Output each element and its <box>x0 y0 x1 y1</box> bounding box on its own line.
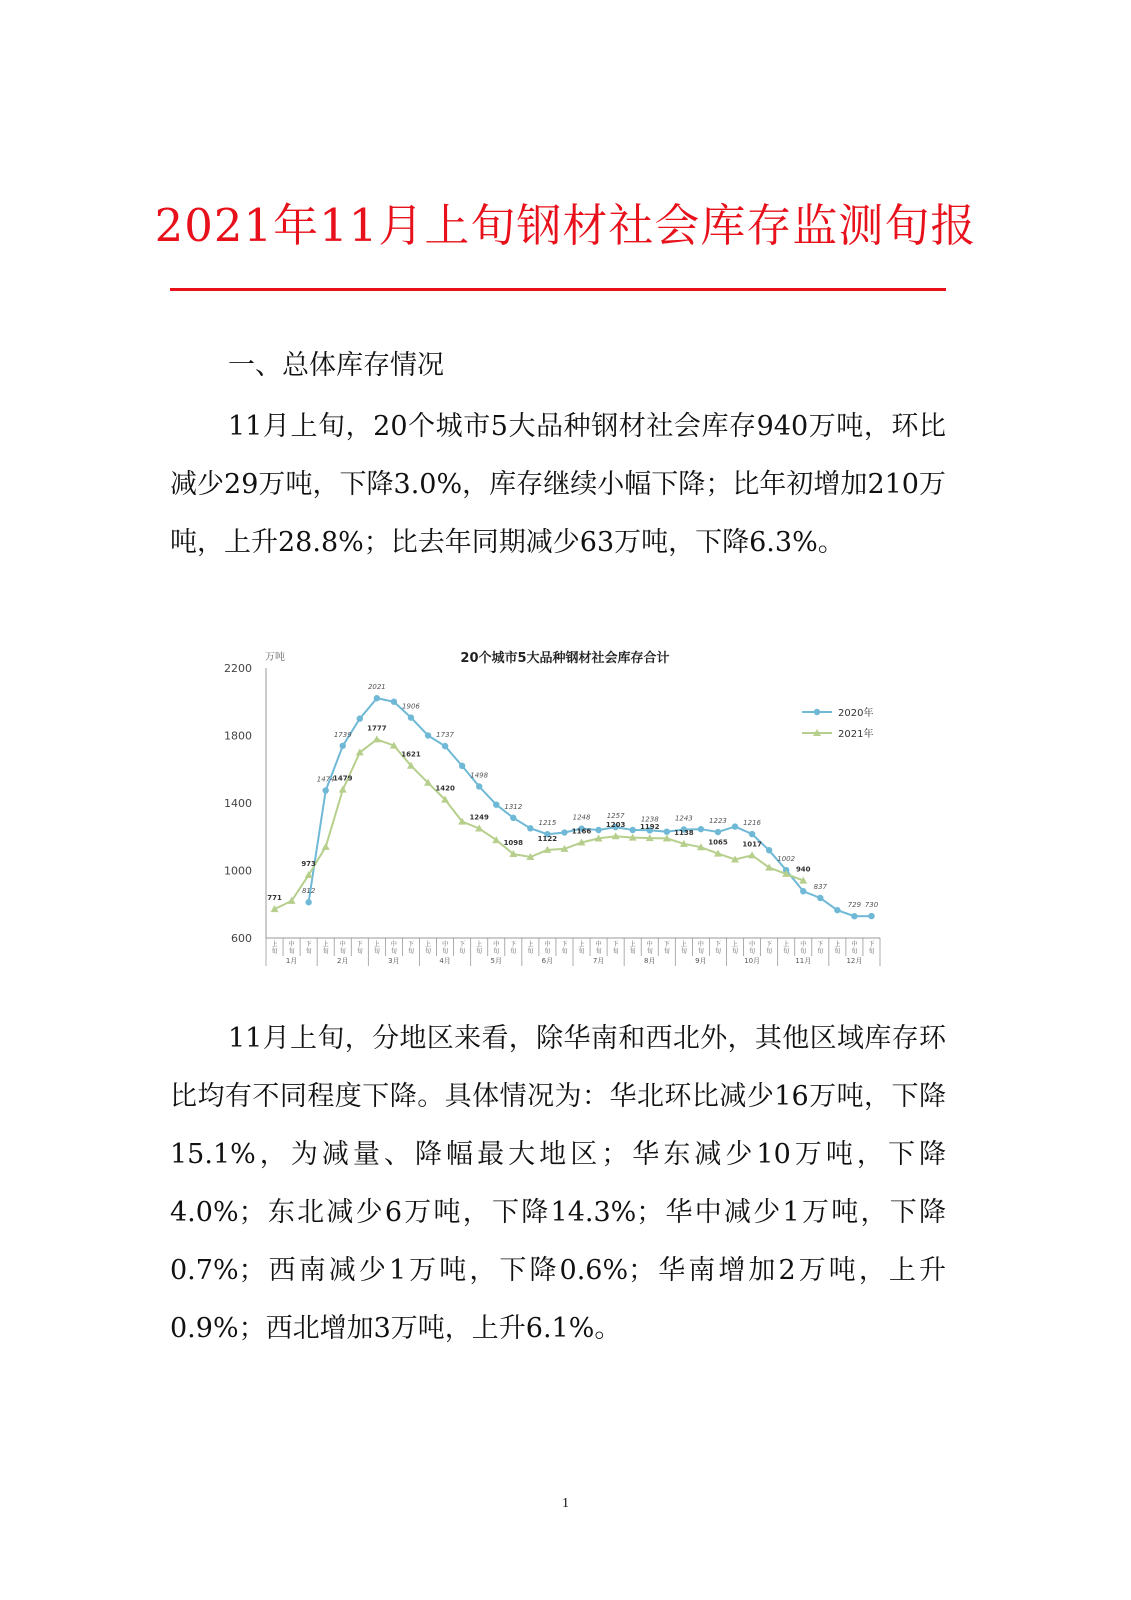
data-point-2020 <box>834 907 840 913</box>
x-tick-label: 中旬 <box>697 941 704 955</box>
data-point-2020 <box>595 827 601 833</box>
x-tick-label: 中旬 <box>544 941 551 955</box>
data-label-2021: 1065 <box>708 838 728 847</box>
x-tick-label: 上旬 <box>732 941 739 955</box>
x-tick-label: 下旬 <box>407 941 414 955</box>
data-label-2020: 1474 <box>316 775 335 784</box>
regional-paragraph: 11月上旬，分地区来看，除华南和西北外，其他区域库存环比均有不同程度下降。具体情况为：华北环比减少16万吨，下降15.1%，为减量、降幅最大地区；华东减少10万吨，下降4.0%；东北减少6万吨，下降14.3%；华中减少1万吨，下降0.7%；西南减少1万吨，下降0.6%；华南增加2万吨，上升0.9%；西北增加3万吨，上升6.1%。 <box>170 1023 946 1344</box>
x-month-label: 4月 <box>439 957 451 965</box>
x-tick-label: 下旬 <box>766 941 773 955</box>
data-point-2020 <box>459 763 465 769</box>
x-tick-label: 下旬 <box>356 941 363 955</box>
data-label-2020: 1906 <box>402 702 420 711</box>
x-month-label: 1月 <box>285 957 298 965</box>
data-label-2020: 1243 <box>674 814 693 823</box>
x-month-label: 3月 <box>388 957 400 965</box>
y-tick-label: 1400 <box>224 797 252 810</box>
x-tick-label: 上旬 <box>425 941 432 955</box>
data-label-2020: 1312 <box>504 802 523 811</box>
legend-label: 2021年 <box>838 729 874 740</box>
x-month-label: 9月 <box>695 957 707 965</box>
data-point-2020 <box>749 831 755 837</box>
data-point-2020 <box>476 783 482 789</box>
data-label-2021: 1166 <box>571 827 592 836</box>
y-tick-label: 1000 <box>224 864 252 878</box>
legend-marker <box>814 709 820 715</box>
data-point-2020 <box>800 888 806 894</box>
x-tick-label: 上旬 <box>322 941 329 955</box>
x-tick-label: 下旬 <box>305 941 312 955</box>
x-month-label: 10月 <box>744 957 761 965</box>
x-tick-label: 中旬 <box>749 941 756 955</box>
data-point-2020 <box>425 732 431 738</box>
inventory-chart <box>220 640 900 980</box>
data-point-2020 <box>442 743 448 749</box>
x-tick-label: 上旬 <box>578 941 585 955</box>
data-label-2021: 1777 <box>367 724 387 733</box>
x-tick-label: 中旬 <box>442 941 449 955</box>
x-tick-label: 上旬 <box>271 941 278 955</box>
data-label-2021: 1249 <box>469 813 489 822</box>
inventory-line-chart <box>220 640 900 980</box>
data-point-2020 <box>374 695 380 701</box>
data-label-2021: 1138 <box>674 828 694 837</box>
data-label-2020: 1002 <box>777 855 796 864</box>
x-month-label: 7月 <box>592 957 605 965</box>
x-tick-label: 上旬 <box>834 941 841 955</box>
x-tick-label: 中旬 <box>390 941 397 955</box>
data-label-2020: 1248 <box>572 813 591 822</box>
x-month-label: 12月 <box>846 957 863 965</box>
x-tick-label: 中旬 <box>493 941 500 955</box>
data-point-2021 <box>339 786 347 793</box>
data-label-2020: 729 <box>847 901 862 910</box>
x-tick-label: 上旬 <box>629 941 636 955</box>
chart-title: 20个城市5大品种钢材社会库存合计 <box>460 651 670 666</box>
y-tick-label: 600 <box>231 932 252 945</box>
x-tick-label: 下旬 <box>714 941 721 955</box>
x-tick-label: 下旬 <box>561 941 568 955</box>
data-point-2021 <box>322 843 330 850</box>
legend-label: 2020年 <box>838 708 874 719</box>
summary-paragraph: 11月上旬，20个城市5大品种钢材社会库存940万吨，环比减少29万吨，下降3.0%，库存继续小幅下降；比年初增加210万吨，上升28.8%；比去年同期减少63万吨，下降6.3%。 <box>170 411 946 558</box>
data-label-2021: 1203 <box>605 821 626 830</box>
x-tick-label: 中旬 <box>800 941 807 955</box>
data-label-2021: 1192 <box>640 823 660 832</box>
data-point-2020 <box>357 715 363 721</box>
title-underline <box>170 288 946 291</box>
data-point-2020 <box>493 801 499 807</box>
data-label-2020: 1216 <box>743 819 761 828</box>
x-tick-label: 下旬 <box>817 941 824 955</box>
data-point-2020 <box>391 699 397 705</box>
x-tick-label: 下旬 <box>663 941 670 955</box>
x-tick-label: 下旬 <box>510 941 517 955</box>
data-label-2021: 1122 <box>537 834 558 843</box>
data-label-2021: 1420 <box>435 784 455 793</box>
data-point-2020 <box>408 714 414 720</box>
data-point-2020 <box>305 899 311 905</box>
report-title: 2021年11月上旬钢材社会库存监测旬报 <box>154 199 977 252</box>
x-tick-label: 中旬 <box>595 941 602 955</box>
x-month-label: 8月 <box>644 957 656 965</box>
data-label-2021: 1098 <box>503 838 524 847</box>
data-point-2020 <box>664 828 670 834</box>
data-label-2020: 730 <box>864 901 879 910</box>
x-tick-label: 中旬 <box>339 941 346 955</box>
x-tick-label: 下旬 <box>459 941 466 955</box>
section-heading: 一、总体库存情况 <box>228 350 444 381</box>
data-label-2020: 837 <box>813 883 827 892</box>
x-tick-label: 中旬 <box>646 941 653 955</box>
data-label-2021: 973 <box>301 860 316 869</box>
x-month-label: 11月 <box>795 957 812 965</box>
data-label-2020: 1215 <box>538 819 557 828</box>
data-label-2020: 1737 <box>436 731 454 740</box>
data-point-2020 <box>561 829 567 835</box>
y-tick-label: 1800 <box>224 729 252 743</box>
x-tick-label: 上旬 <box>527 941 534 955</box>
data-label-2020: 1238 <box>640 815 659 824</box>
data-label-2020: 1257 <box>606 812 625 821</box>
x-tick-label: 中旬 <box>288 941 295 955</box>
data-label-2021: 940 <box>795 865 811 874</box>
data-label-2020: 2021 <box>367 683 386 692</box>
x-tick-label: 上旬 <box>476 941 483 955</box>
x-tick-label: 下旬 <box>612 941 619 955</box>
x-tick-label: 下旬 <box>868 941 875 955</box>
data-point-2021 <box>373 735 381 742</box>
data-point-2020 <box>868 913 874 919</box>
data-point-2020 <box>766 847 772 853</box>
data-point-2021 <box>748 851 756 858</box>
x-tick-label: 上旬 <box>373 941 380 955</box>
x-tick-label: 中旬 <box>851 941 858 955</box>
data-label-2020: 1498 <box>470 771 489 780</box>
data-point-2020 <box>817 895 823 901</box>
data-point-2020 <box>715 829 721 835</box>
data-point-2020 <box>732 823 738 829</box>
data-point-2020 <box>322 787 328 793</box>
data-point-2020 <box>527 825 533 831</box>
x-month-label: 5月 <box>490 957 502 965</box>
data-point-2020 <box>510 815 516 821</box>
data-label-2020: 1223 <box>709 817 727 826</box>
data-point-2020 <box>851 913 857 919</box>
page-number: 1 <box>562 1496 569 1511</box>
data-point-2020 <box>629 827 635 833</box>
data-label-2020: 812 <box>301 887 316 896</box>
x-month-label: 6月 <box>541 957 554 965</box>
data-label-2021: 1479 <box>333 774 353 783</box>
x-tick-label: 上旬 <box>680 941 687 955</box>
y-axis-unit: 万吨 <box>265 652 285 663</box>
data-label-2021: 771 <box>267 894 282 903</box>
data-label-2021: 1621 <box>401 750 421 759</box>
data-label-2021: 1017 <box>742 840 762 849</box>
data-label-2020: 1739 <box>333 730 352 739</box>
x-tick-label: 上旬 <box>783 941 790 955</box>
x-month-label: 2月 <box>337 957 349 965</box>
y-tick-label: 2200 <box>224 662 252 675</box>
data-point-2020 <box>340 743 346 749</box>
series-line-2020 <box>309 698 872 916</box>
data-point-2020 <box>698 826 704 832</box>
